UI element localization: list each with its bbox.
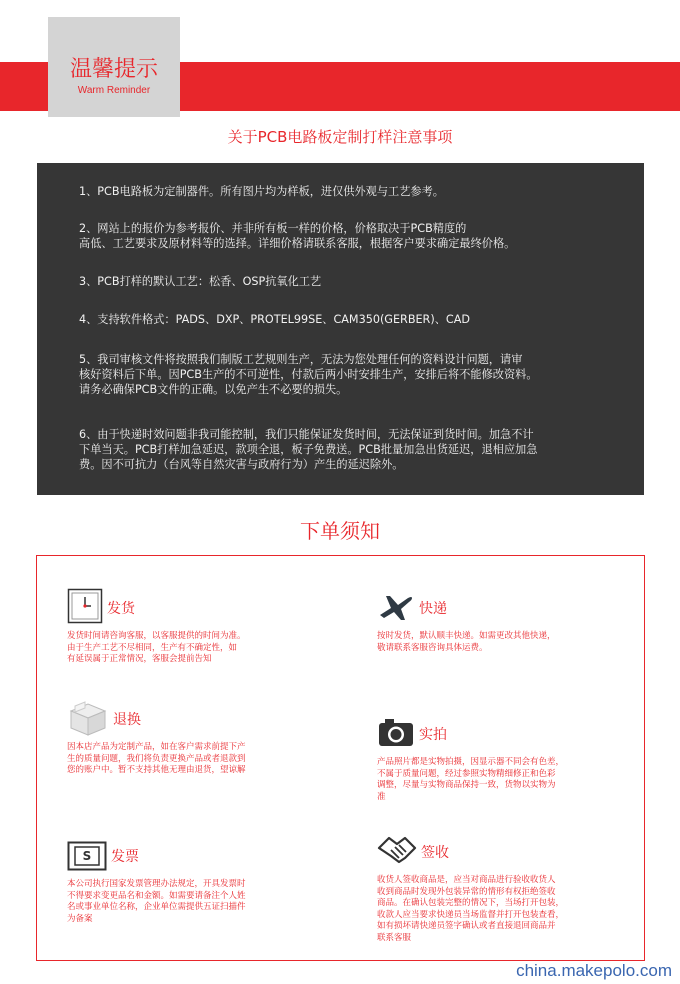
box-icon [67, 697, 109, 741]
invoice-section [67, 836, 327, 925]
airplane-icon [377, 588, 415, 628]
notes-panel [37, 163, 644, 495]
photos-section [377, 714, 627, 803]
express-title: 快递 [419, 601, 447, 617]
handshake-icon [377, 832, 417, 872]
warm-reminder-badge [48, 17, 180, 117]
notes-title: 关于PCB电路板定制打样注意事项 [227, 128, 453, 146]
returns-section [67, 699, 327, 777]
order-notice-title: 下单须知 [300, 519, 380, 543]
note-3: 3、PCB打样的默认工艺：松香、OSP抗氧化工艺 [79, 275, 322, 288]
note-2: 2、网站上的报价为参考报价、并非所有板一样的价格，价格取决于PCB精度的 高低、工艺要求及原材料等的选择。详细价格请联系客服，根据客户要求确定最终价格。 [79, 222, 516, 250]
shipping-desc: 发货时间请咨询客服，以客服提供的时间为准。 由于生产工艺不尽相同，生产有不确定性，如 有延误属于正常情况，客服会提前告知 [67, 631, 246, 664]
express-section [377, 588, 627, 654]
receipt-desc: 收货人签收商品是，应当对商品进行验收收货人 收到商品时发现外包装异常的情形有权拒绝签收 商品。在确认包装完整的情况下，当场打开包装， 收款人应当要求快递员当场监督并打开包装查看， 如有损坏请快递员签字确认或者直接退回商品并 联系客服 [377, 875, 565, 943]
clock-icon [67, 588, 103, 628]
invoice-glyph: S [82, 849, 92, 863]
shipping-title: 发货 [107, 601, 135, 617]
returns-desc: 因本店产品为定制产品，如在客户需求前提下产 生的质量问题，我们将负责更换产品或者退款到 您的账户中。暂不支持其他无理由退货，望谅解 [67, 742, 246, 775]
returns-title: 退换 [113, 712, 141, 728]
note-4: 4、支持软件格式：PADS、DXP、PROTEL99SE、CAM350(GERBER)、CAD [79, 313, 470, 326]
watermark: china.makepolo.com [516, 961, 672, 980]
reminder-title: 温馨提示 [69, 57, 158, 82]
express-desc: 按时发货，默认顺丰快递。如需更改其他快递， 敬请联系客服咨询具体运费。 [377, 631, 556, 653]
note-6: 6、由于快递时效问题非我司能控制，我们只能保证发货时间，无法保证到货时间。加急不计 下单当天。PCB打样加急延迟，款项全退，板子免费送。PCB批量加急出货延迟，退相应加急 费。因不可抗力（台风等自然灾害与政府行为）产生的延迟除外。 [79, 428, 538, 471]
receipt-title: 签收 [421, 845, 449, 861]
camera-icon [377, 716, 415, 752]
reminder-subtitle: Warm Reminder [77, 85, 151, 96]
note-1: 1、PCB电路板为定制器件。所有图片均为样板，进仅供外观与工艺参考。 [79, 185, 444, 198]
invoice-icon [67, 841, 107, 871]
photos-desc: 产品照片都是实物拍摄，因显示器不同会有色差， 不属于质量问题，经过参照实物精细修正和色彩 调整，尽量与实物商品保持一致，货物以实物为 准 [377, 757, 565, 802]
note-5: 5、我司审核文件将按照我们制版工艺规则生产，无法为您处理任何的资料设计问题，请审 核好资料后下单。因PCB生产的不可逆性，付款后两小时安排生产，安排后将不能修改资料。 请务必确保PCB文件的正确。以免产生不必要的损失。 [79, 353, 538, 396]
invoice-desc: 本公司执行国家发票管理办法规定，开具发票时 不得要求变更品名和金额。如需要请备注个人姓 名或事业单位名称，企业单位需提供五证扫描件 为备案 [67, 879, 246, 924]
order-notice-box [36, 555, 645, 961]
shipping-section [67, 588, 327, 666]
photos-title: 实拍 [419, 727, 447, 743]
receipt-section [377, 832, 627, 944]
invoice-title: 发票 [111, 849, 139, 865]
